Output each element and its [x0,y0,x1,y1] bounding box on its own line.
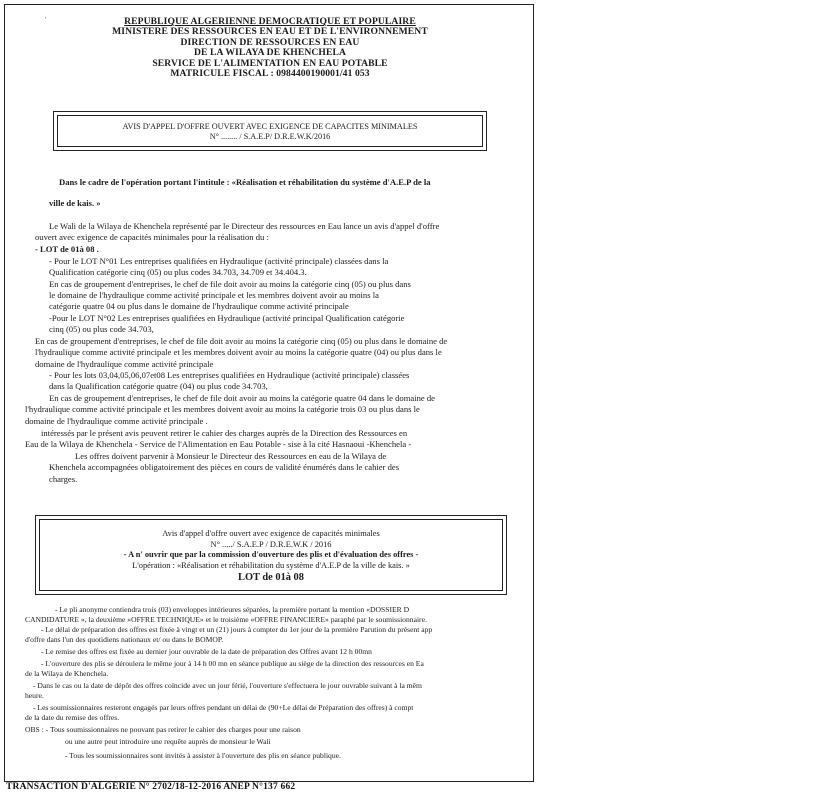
envelope-label-line: - A n' ouvrir que par la commission d'ouverture des plis et d'évaluation des offres - [123,550,419,559]
body-line: cinq (05) ou plus code 34.703, [49,324,154,334]
body-line: ouvert avec exigence de capacités minimales pour la réalisation du : [35,232,269,242]
body-line: catégorie quatre 04 ou plus dans le domaine de l'hydraulique comme activité principale [49,301,349,311]
envelope-label-inner [39,519,503,591]
notice-title-box [53,111,487,151]
body-line: Le Wali de la Wilaya de Khenchela représenté par le Directeur des ressources en Eau lance un avis d'appel d'offre [49,221,440,231]
body-line: intéressés par le présent avis peuvent retirer le cahier des charges auprès de la Direction des Ressources en [41,428,408,438]
body-line: En cas de groupement d'entreprises, le chef de file doit avoir au moins la catégorie quatre 04 dans le domaine de [49,393,435,403]
lot-heading: - LOT de 01à 08 . [35,244,99,254]
body-line: En cas de groupement d'entreprises, le chef de file doit avoir au moins la catégorie cinq (05) ou plus dans le domaine de [35,336,448,346]
letterhead-line: DE LA WILAYA DE KHENCHELA [194,47,346,59]
letterhead-line: DIRECTION DE RESSOURCES EN EAU [180,36,360,48]
body-line: l'hydraulique comme activité principale et les membres doivent avoir au moins la catégorie trois 03 ou plus dans le [25,404,420,414]
body-line: le domaine de l'hydraulique comme activité principale et les membres doivent avoir au moins la [49,290,379,300]
condition-line: de la Wilaya de Khenchela. [25,669,109,678]
envelope-label-line: Avis d'appel d'offre ouvert avec exigence de capacités minimales [162,529,380,538]
condition-line: d'offre dans l'un des quotidiens nationaux et/ ou dans le BOMOP. [25,635,224,644]
body-line: Qualification catégorie cinq (05) ou plus codes 34.703, 34.709 et 34.404.3. [49,267,307,277]
body-line: Les offres doivent parvenir à Monsieur le Directeur des Ressources en eau de la Wilaya de [75,451,387,461]
envelope-label-line: L'opération : «Réalisation et réhabilitation du système d'A.E.P de la ville de kais. » [132,560,410,570]
condition-line: de la date du remise des offres. [25,713,120,722]
body-line: Khenchela accompagnées obligatoirement des pièces en cours de validité énumérés dans le cahier des [49,462,400,472]
body-line: Eau de la Wilaya de Khenchela - Service de l'Alimentation en Eau Potable - sise à la cité Hasnaoui -Khenchela - [25,439,412,449]
notice-title: AVIS D'APPEL D'OFFRE OUVERT AVEC EXIGENCE DE CAPACITES MINIMALES [122,122,418,131]
body-line: -Pour le LOT N°02 Les entreprises qualifiées en Hydraulique (activité principal Qualification catégorie [49,313,405,323]
condition-line: - Le remise des offres est fixée au dernier jour ouvrable de la date de préparation des Offres avant 12 h 00mn [41,647,372,656]
condition-line: - Tous les soumissionnaires sont invités à assister à l'ouverture des plis en séance publique. [65,751,341,760]
condition-line: heure. [25,691,44,700]
condition-line: OBS : - Tous soumissionnaires ne pouvant pas retirer le cahier des charges pour une raison [25,725,301,734]
letterhead-line: REPUBLIQUE ALGERIENNE DEMOCRATIQUE ET POPULAIRE [124,16,416,27]
envelope-label-line: N° ...../ S.A.E.P / D.R.E.W.K / 2016 [210,539,332,549]
condition-line: - Le délai de préparation des offres est fixée à vingt et un (21) jours à compter du 1er jour de la première Parution du présent app [41,625,433,634]
condition-line: - L'ouverture des plis se déroulera le même jour à 14 h 00 mn en séance publique au siège de la direction des ressources en Ea [41,659,424,668]
condition-line: CANDIDATURE », la deuxième «OFFRE TECHNIQUE» et le troisième «OFFRE FINANCIERE» paraphé par le soumissionnaire. [25,615,427,624]
condition-line: - Le pli anonyme contiendra trois (03) enveloppes intérieures séparées, la première portant la mention «DOSSIER D [55,605,410,614]
letterhead-line: SERVICE DE L'ALIMENTATION EN EAU POTABLE [152,57,388,69]
body-line: - Pour les lots 03,04,05,06,07et08 Les entreprises qualifiées en Hydraulique (activité principale) classées [49,370,410,380]
letterhead-line: MINISTERE DES RESSOURCES EN EAU ET DE L'ENVIRONNEMENT [112,26,428,38]
condition-line: ou une autre peut introduire une requête auprès de monsieur le Wali [65,737,271,746]
intro-line: Dans le cadre de l'opération portant l'intitule : «Réalisation et réhabilitation du système d'A.E.P de la [59,177,431,187]
scan-mark: ' [45,17,47,23]
notice-title-inner [57,115,483,147]
body-line: - Pour le LOT N°01 Les entreprises qualifiées en Hydraulique (activité principale) classées dans la [49,256,389,266]
intro-line: ville de kais. » [49,198,101,208]
envelope-label-box [35,515,507,595]
body-line: charges. [49,474,78,484]
notice-reference: N° ........ / S.A.E.P/ D.R.E.W.K/2016 [209,132,331,141]
body-line: l'hydraulique comme activité principale et les membres doivent avoir au moins la catégorie quatre (04) ou plus dans le [35,347,442,357]
body-line: En cas de groupement d'entreprises, le chef de file doit avoir au moins la catégorie cinq (05) ou plus dans [49,279,411,289]
body-line: domaine de l'hydraulique comme activité principale [35,359,214,369]
envelope-label-lot: LOT de 01à 08 [238,572,304,583]
body-line: dans la Qualification catégorie quatre (04) ou plus code 34.703, [49,381,268,391]
condition-line: - Dans le cas ou la date de dépôt des offres coïncide avec un jour férié, l'ouverture s'effectuera le jour ouvrable suivant à la mêm [33,681,422,690]
document-page [4,4,534,782]
body-line: domaine de l'hydraulique comme activité principale . [25,416,208,426]
letterhead [5,17,534,79]
publication-footer: TRANSACTION D'ALGERIE N° 2702/18-12-2016 ANEP N°137 662 [6,782,296,792]
condition-line: - Les soumissionnaires resteront engagés par leurs offres pendant un délai de (90+Le délai de Préparation des offres) à compt [33,703,414,712]
letterhead-line: MATRICULE FISCAL : 0984400190001/41 053 [170,68,370,80]
